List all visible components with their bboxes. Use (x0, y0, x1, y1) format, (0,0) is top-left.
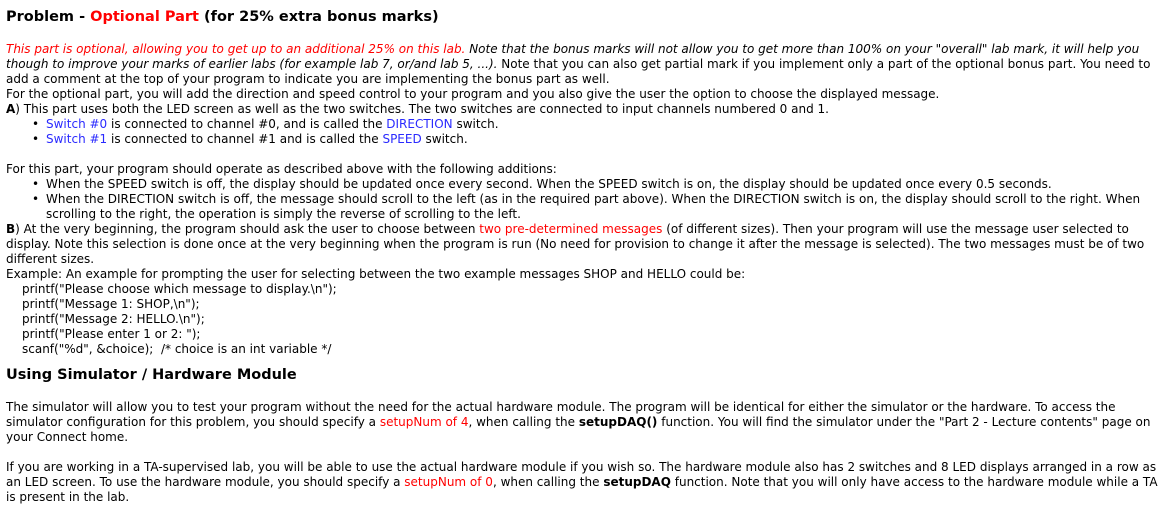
part-a-paragraph (6, 102, 1162, 117)
code-line: printf("Please choose which message to display.\n"); (22, 282, 337, 296)
list-item: • When the SPEED switch is off, the display should be updated once every second. When the SPEED switch is on, the display should be updated once every 0.5 seconds. (36, 177, 1162, 192)
code-example (6, 282, 1162, 357)
list-item (36, 117, 1162, 132)
heading-highlight: Optional Part (90, 9, 199, 25)
hardware-paragraph (6, 460, 1162, 505)
part-b-text-2: (of different sizes). Then your program will use the message user selected to display. Note this selection is done once at the very beginning when the program is run (No need for provision to change it after the message is selected). The two messages must be of two different sizes. (6, 222, 1145, 266)
simulator-heading: Using Simulator / Hardware Module (6, 367, 297, 383)
part-b-paragraph (6, 222, 1162, 267)
heading-suffix: (for 25% extra bonus marks) (198, 9, 439, 25)
part-b-label: B (6, 222, 16, 236)
intro-paragraph (6, 42, 1162, 87)
part-b-highlight: two pre-determined messages (479, 222, 663, 236)
switch-0-text: is connected to channel #0, and is called the (107, 117, 387, 131)
simulator-text-1: The simulator will allow you to test your program without the need for the actual hardware module. The program will be identical for either the simulator or the hardware. To access the simulator configuration for this problem, you should specify a (6, 400, 1116, 429)
intro-italic-note: Note that the bonus marks will not allow you to get more than 100% on your "overall" lab mark, it will help you though to improve your marks of earlier labs (for example lab 7, or/and lab 5, ...). (6, 42, 1140, 71)
hardware-text-1: If you are working in a TA-supervised lab, you will be able to use the actual hardware module if you wish so. The hardware module also has 2 switches and 8 LED displays arranged in a row as an LED screen. To use the hardware module, you should specify a (6, 460, 1157, 489)
additions-intro: For this part, your program should operate as described above with the following additions: (6, 162, 557, 176)
code-line: printf("Please enter 1 or 2: "); (22, 327, 201, 341)
part-b-text-1: ) At the very beginning, the program should ask the user to choose between (15, 222, 480, 236)
simulator-text-2: , when calling the (468, 415, 579, 429)
spacer (6, 384, 1162, 400)
switch-0-name: Switch #0 (46, 117, 108, 131)
list-item: • When the DIRECTION switch is off, the message should scroll to the left (as in the required part above). When the DIRECTION switch is on, the display should scroll to the right. When scrolling to the right, the operation is simply the reverse of scrolling to the left. (36, 192, 1162, 222)
direction-speed-paragraph: For the optional part, you will add the direction and speed control to your program and you also give the user the option to choose the displayed message. (6, 87, 940, 101)
spacer (6, 147, 1162, 162)
code-line: scanf("%d", &choice); /* choice is an int variable */ (22, 342, 332, 356)
hardware-text-2: , when calling the (492, 475, 604, 489)
code-line: printf("Message 1: SHOP,\n"); (22, 297, 200, 311)
hardware-text-3: function. Note that you will only have access to the hardware module while a TA is present in the lab. (6, 475, 1158, 504)
switch-1-role: SPEED (382, 132, 422, 146)
setupdaq-function-name: setupDAQ (603, 475, 671, 489)
heading-prefix: Problem - (6, 9, 91, 25)
example-intro: Example: An example for prompting the user for selecting between the two example messages SHOP and HELLO could be: (6, 267, 746, 281)
code-line: printf("Message 2: HELLO.\n"); (22, 312, 205, 326)
part-a-label: A (6, 102, 16, 116)
simulator-text-3: function. You will find the simulator under the "Part 2 - Lecture contents" page on your Connect home. (6, 415, 1151, 444)
simulator-paragraph (6, 400, 1162, 445)
switch-0-suffix: switch. (452, 117, 499, 131)
part-a-text: ) This part uses both the LED screen as well as the two switches. The two switches are connected to input channels numbered 0 and 1. (15, 102, 829, 116)
additions-list (6, 177, 1162, 222)
switch-1-text: is connected to channel #1 and is called the (107, 132, 383, 146)
spacer (6, 445, 1162, 460)
switch-1-suffix: switch. (421, 132, 468, 146)
intro-rest: Note that you can also get partial mark if you implement only a part of the optional bonus part. You need to add a comment at the top of your program to indicate you are implementing the bonus part as well. (6, 57, 1151, 86)
intro-optional-note: This part is optional, allowing you to get up to an additional 25% on this lab. (6, 42, 466, 56)
setupdaq-function-name: setupDAQ() (578, 415, 658, 429)
switch-1-name: Switch #1 (46, 132, 108, 146)
list-item (36, 132, 1162, 147)
spacer (6, 26, 1162, 42)
setupnum-0-highlight: setupNum of 0 (404, 475, 493, 489)
switch-list (6, 117, 1162, 147)
switch-0-role: DIRECTION (386, 117, 453, 131)
setupnum-4-highlight: setupNum of 4 (379, 415, 469, 429)
problem-heading (6, 8, 1162, 26)
